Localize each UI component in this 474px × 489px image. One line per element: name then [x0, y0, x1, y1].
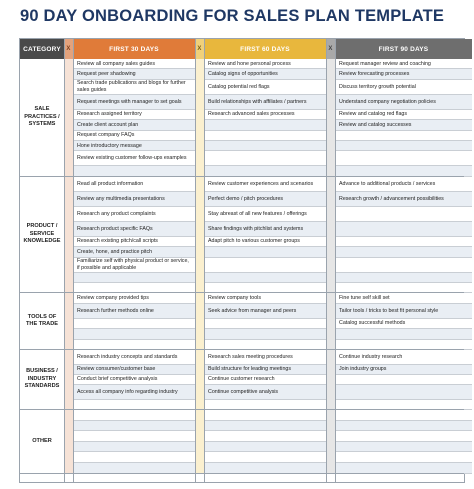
task-cell[interactable]: Perfect demo / pitch procedures	[204, 192, 326, 207]
column-divider	[64, 39, 65, 482]
task-cell[interactable]	[335, 247, 472, 257]
task-cell[interactable]	[204, 120, 326, 130]
header-x-30: X	[64, 39, 73, 59]
task-cell[interactable]: Review and catalog red flags	[335, 110, 472, 120]
task-cell[interactable]: Research product specific FAQs	[73, 222, 195, 237]
task-cell[interactable]: Adapt pitch to various customer groups	[204, 237, 326, 247]
task-cell[interactable]: Continue industry research	[335, 350, 472, 365]
header-row	[20, 39, 464, 59]
task-cell[interactable]	[204, 319, 326, 329]
task-cell[interactable]: Discuss territory growth potential	[335, 80, 472, 95]
task-cell[interactable]: Research any product complaints	[73, 207, 195, 222]
task-cell[interactable]: Request peer shadowing	[73, 69, 195, 79]
task-cell[interactable]: Search trade publications and blogs for further sales guides	[73, 80, 195, 95]
task-cell[interactable]: Join industry groups	[335, 365, 472, 375]
task-column	[73, 350, 195, 410]
header-first-90-days: FIRST 90 DAYS	[335, 39, 472, 59]
column-divider	[204, 39, 205, 482]
task-cell[interactable]: Review forecasting processes	[335, 69, 472, 79]
task-cell[interactable]	[204, 431, 326, 442]
task-cell[interactable]: Fine tune self skill set	[335, 293, 472, 303]
task-cell[interactable]	[204, 452, 326, 463]
column-divider	[335, 39, 336, 482]
task-cell[interactable]: Conduct brief competitive analysis	[73, 375, 195, 385]
x-marker-column[interactable]	[326, 410, 335, 474]
column-divider	[326, 39, 327, 482]
task-column	[204, 59, 326, 177]
task-cell[interactable]	[335, 421, 472, 432]
category-cell: SALE PRACTICES / SYSTEMS	[20, 59, 64, 177]
header-category: CATEGORY	[20, 39, 64, 59]
category-cell: TOOLS OF THE TRADE	[20, 293, 64, 350]
task-cell[interactable]: Review all company sales guides	[73, 59, 195, 69]
task-cell[interactable]	[335, 131, 472, 141]
task-cell[interactable]	[204, 151, 326, 166]
task-column	[335, 59, 472, 177]
task-cell[interactable]: Continue customer research	[204, 375, 326, 385]
task-cell[interactable]	[204, 410, 326, 421]
task-cell[interactable]: Request company FAQs	[73, 131, 195, 141]
task-cell[interactable]	[335, 375, 472, 385]
task-cell[interactable]: Research further methods online	[73, 304, 195, 319]
task-cell[interactable]	[335, 141, 472, 151]
task-column	[204, 293, 326, 350]
task-cell[interactable]: Continue competitive analysis	[204, 385, 326, 400]
task-cell[interactable]	[73, 319, 195, 329]
task-cell[interactable]	[204, 421, 326, 432]
task-cell[interactable]: Request meetings with manager to set goals	[73, 95, 195, 110]
task-cell[interactable]: Catalog potential red flags	[204, 80, 326, 95]
header-x-60: X	[195, 39, 204, 59]
task-column	[73, 177, 195, 294]
task-cell[interactable]	[73, 442, 195, 453]
task-cell[interactable]: Build relationships with affiliates / partners	[204, 95, 326, 110]
task-column	[73, 59, 195, 177]
task-column	[335, 350, 472, 410]
task-cell[interactable]: Review company provided tips	[73, 293, 195, 303]
task-cell[interactable]: Review customer experiences and scenarios	[204, 177, 326, 192]
task-cell[interactable]: Advance to additional products / services	[335, 177, 472, 192]
task-cell[interactable]	[335, 207, 472, 222]
task-cell[interactable]: Seek advice from manager and peers	[204, 304, 326, 319]
x-marker-column[interactable]	[326, 350, 335, 410]
task-cell[interactable]	[73, 273, 195, 283]
task-cell[interactable]	[73, 421, 195, 432]
x-marker-column[interactable]	[195, 350, 204, 410]
header-x-90: X	[326, 39, 335, 59]
task-cell[interactable]	[204, 247, 326, 257]
task-cell[interactable]: Access all company info regarding industry	[73, 385, 195, 400]
x-marker-column[interactable]	[326, 59, 335, 177]
task-cell[interactable]	[335, 273, 472, 283]
x-marker-column[interactable]	[64, 59, 73, 177]
task-cell[interactable]	[335, 222, 472, 237]
x-marker-column[interactable]	[195, 177, 204, 294]
column-divider	[73, 39, 74, 482]
x-marker-column[interactable]	[64, 177, 73, 294]
task-cell[interactable]: Research growth / advancement possibilities	[335, 192, 472, 207]
header-first-30-days: FIRST 30 DAYS	[73, 39, 195, 59]
task-cell[interactable]: Read all product information	[73, 177, 195, 192]
task-cell[interactable]	[73, 410, 195, 421]
task-cell[interactable]: Review and hone personal process	[204, 59, 326, 69]
task-cell[interactable]: Research assigned territory	[73, 110, 195, 120]
task-cell[interactable]: Share findings with pitchlist and systems	[204, 222, 326, 237]
task-cell[interactable]: Create client account plan	[73, 120, 195, 130]
task-cell[interactable]: Familiarize self with physical product or service, if possible and applicable	[73, 258, 195, 273]
task-cell[interactable]: Hone introductory message	[73, 141, 195, 151]
task-cell[interactable]: Request manager review and coaching	[335, 59, 472, 69]
task-cell[interactable]	[335, 385, 472, 400]
column-divider	[195, 39, 196, 482]
x-marker-column[interactable]	[64, 350, 73, 410]
task-cell[interactable]	[335, 431, 472, 442]
task-cell[interactable]	[335, 442, 472, 453]
header-first-60-days: FIRST 60 DAYS	[204, 39, 326, 59]
task-cell[interactable]: Research industry concepts and standards	[73, 350, 195, 365]
task-cell[interactable]	[204, 131, 326, 141]
x-marker-column[interactable]	[64, 293, 73, 350]
section-divider	[20, 473, 464, 474]
task-cell[interactable]: Research sales meeting procedures	[204, 350, 326, 365]
task-cell[interactable]: Review any multimedia presentations	[73, 192, 195, 207]
task-cell[interactable]	[335, 151, 472, 166]
task-cell[interactable]: Create, hone, and practice pitch	[73, 247, 195, 257]
page-title: 90 DAY ONBOARDING FOR SALES PLAN TEMPLATE	[20, 7, 445, 25]
task-cell[interactable]	[204, 258, 326, 273]
x-marker-column[interactable]	[64, 410, 73, 474]
task-column	[335, 410, 472, 474]
category-cell: BUSINESS / INDUSTRY STANDARDS	[20, 350, 64, 410]
task-cell[interactable]	[335, 329, 472, 339]
task-column	[335, 177, 472, 294]
task-cell[interactable]	[204, 442, 326, 453]
task-cell[interactable]	[73, 329, 195, 339]
task-cell[interactable]: Review existing customer follow-ups examples	[73, 151, 195, 166]
task-cell[interactable]: Review company tools	[204, 293, 326, 303]
task-column	[73, 410, 195, 474]
task-cell[interactable]	[73, 452, 195, 463]
task-column	[335, 293, 472, 350]
x-marker-column[interactable]	[326, 177, 335, 294]
task-cell[interactable]	[335, 452, 472, 463]
task-cell[interactable]	[335, 237, 472, 247]
task-cell[interactable]: Catalog signs of opportunities	[204, 69, 326, 79]
task-cell[interactable]	[204, 141, 326, 151]
task-column	[204, 350, 326, 410]
task-cell[interactable]: Research existing pitch/call scripts	[73, 237, 195, 247]
task-cell[interactable]: Stay abreast of all new features / offerings	[204, 207, 326, 222]
task-cell[interactable]: Tailor tools / tricks to best fit personal style	[335, 304, 472, 319]
task-cell[interactable]: Review consumer/customer base	[73, 365, 195, 375]
task-column	[204, 177, 326, 294]
x-marker-column[interactable]	[195, 59, 204, 177]
task-cell[interactable]: Understand company negotiation policies	[335, 95, 472, 110]
task-cell[interactable]	[73, 431, 195, 442]
x-marker-column[interactable]	[195, 410, 204, 474]
task-cell[interactable]: Build structure for leading meetings	[204, 365, 326, 375]
x-marker-column[interactable]	[326, 293, 335, 350]
onboarding-plan-table	[19, 38, 465, 483]
task-cell[interactable]	[335, 258, 472, 273]
task-cell[interactable]: Research advanced sales processes	[204, 110, 326, 120]
task-cell[interactable]: Catalog successful methods	[335, 319, 472, 329]
category-cell: PRODUCT / SERVICE KNOWLEDGE	[20, 177, 64, 294]
task-column	[73, 293, 195, 350]
x-marker-column[interactable]	[195, 293, 204, 350]
category-cell: OTHER	[20, 410, 64, 474]
task-cell[interactable]	[204, 273, 326, 283]
task-cell[interactable]	[204, 329, 326, 339]
task-column	[204, 410, 326, 474]
task-cell[interactable]	[335, 410, 472, 421]
task-cell[interactable]: Review and catalog successes	[335, 120, 472, 130]
